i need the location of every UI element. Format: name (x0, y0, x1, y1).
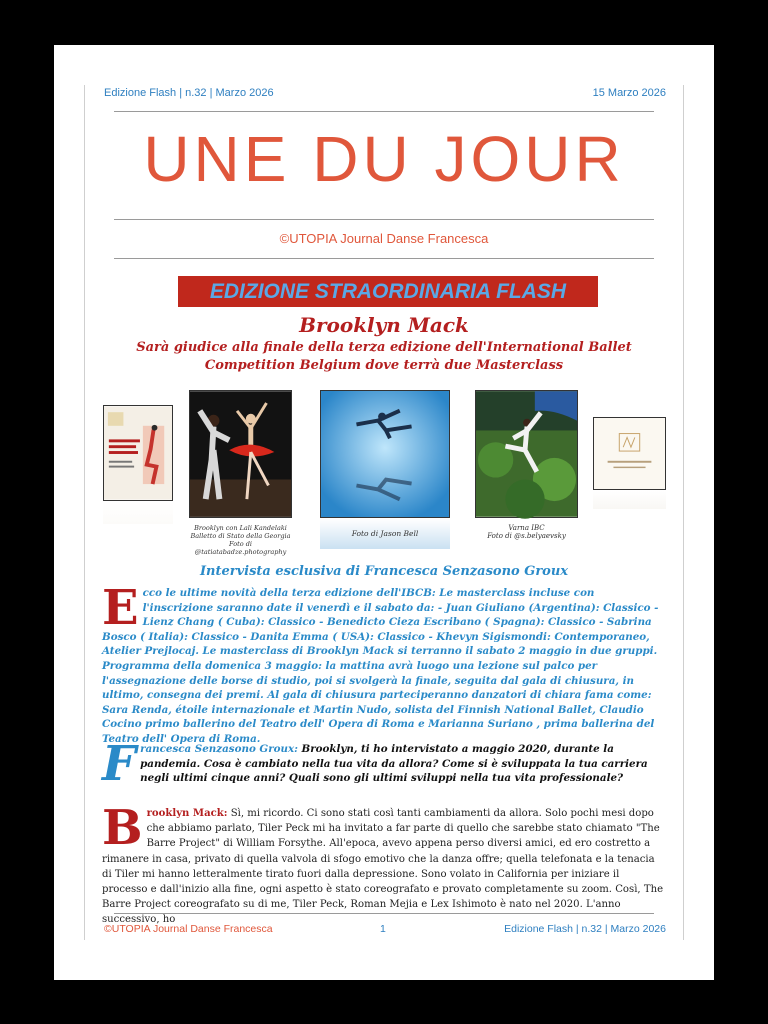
footer-issue-label: Edizione Flash | n.32 | Marzo 2026 (504, 923, 666, 935)
dancers-couple-photo (189, 390, 292, 518)
paragraph-text: Sì, mi ricordo. Ci sono stati così tanti cambiamenti da allora. Solo pochi mesi dopo che abbiamo parlato, Tiler Peck mi ha invitato a far parte di quello che sarebbe stato chiamato "The Barre Project" di William Forsythe. All'epoca, avevo appena perso diversi amici, ed ero costretto a rimanere in casa, privato di quella valvola di sfogo emotivo che la danza offre; quella telefonata e la tenacia di Tiler mi hanno letteralmente tirato fuori dalla depressione. Sono volato in California per iniziare il processo e dall'inizio alla fine, ogni aspetto è stato coreografato e provato completamente su zoom. Così, The Barre Project coreografato su di me, Tiler Peck, Roman Mejia e Lex Ishimoto è nato nel 2020. L'anno successivo, ho (102, 808, 664, 926)
newsletter-page (54, 45, 714, 980)
issue-date: 15 Marzo 2026 (592, 87, 666, 99)
copyright-line: ©UTOPIA Journal Danse Francesca (279, 231, 489, 246)
poster-reflection (103, 502, 173, 524)
answer-paragraph (102, 800, 666, 926)
dropcap: B (102, 800, 143, 856)
photo-caption-varna (475, 524, 578, 540)
masthead-divider (114, 219, 654, 220)
competition-poster-image (103, 405, 173, 501)
interview-title: Intervista esclusiva di Francesca Senzasono Groux (199, 564, 569, 579)
dropcap: F (102, 736, 137, 792)
footer-divider (114, 913, 654, 914)
speaker-name: rancesca Senzasono Groux: (140, 743, 298, 755)
edition-banner: EDIZIONE STRAORDINARIA FLASH (178, 276, 598, 307)
paragraph-text: cco le ultime novità della terza edizione dell'IBCB: Le masterclass incluse con l'inscrizione saranno date il venerdì e il sabato da: - Juan Giuliano (Argentina): Classico - Lienz Chang ( Cuba): Classico - Benedicto Cieza Escribano ( Spagna): Classico - Sabrina Bosco ( Italia): Classico - Danita Emma ( USA): Classico - Khevyn Sigismondi: Contemporaneo, Atelier Prejlocaj. Le masterclass di Brooklyn Mack si terranno il sabato 2 maggio in due gruppi. Programma della domenica 3 maggio: la mattina avrà luogo una lezione sul palco per l'assegnazione delle borse di studio, poi si svolgerà la finale, seguita dal gala di chiusura, in ultimo, consegna dei premi. Al gala di chiusura parteciperanno danzatori di chiara fama come: Sara Renda, étoile internazionale et Martin Nudo, solista del Finnish National Ballet, Claudio Cocino primo ballerino del Teatro dell' Opera di Roma e Marianna Suriano , prima ballerina del Teatro dell' Opera di Roma. (102, 587, 659, 745)
paragraph-text: Brooklyn, ti ho intervistato a maggio 2020, durante la pandemia. Cosa è cambiato nella tua vita da allora? Come si è sviluppata la tua carriera negli ultimi cinque anni? Quali sono gli ultimi sviluppi nella tua vita professionale? (140, 743, 648, 785)
footer-copyright: ©UTOPIA Journal Danse Francesca (104, 923, 273, 935)
caption-line: Brooklyn con Lali Kandelaki (194, 524, 287, 532)
leap-photo (320, 390, 450, 518)
caption-line: Balletto di Stato della Georgia (190, 532, 291, 540)
caption-line: Varna IBC (508, 524, 545, 532)
left-margin-rule (84, 85, 85, 940)
caption-line: Foto di @s.belyaevsky (487, 532, 566, 540)
headline: Brooklyn Mack (299, 313, 469, 337)
varna-leap-photo (475, 390, 578, 518)
speaker-name: rooklyn Mack: (146, 808, 228, 819)
logo-reflection (593, 491, 666, 509)
masthead-title: UNE DU JOUR (143, 123, 625, 195)
page-number: 1 (380, 923, 386, 935)
subheadline: Sarà giudice alla finale della terza edizione dell'International Ballet Competition Belgium dove terrà due Masterclass (136, 340, 632, 373)
photo-caption-leap: Foto di Jason Bell (351, 529, 419, 538)
copyright-divider (114, 258, 654, 259)
header-divider (114, 111, 654, 112)
dropcap: E (102, 580, 139, 636)
caption-line: Foto di @tatiatabadze.photography (194, 540, 287, 556)
question-paragraph (102, 736, 666, 792)
news-paragraph (102, 580, 666, 747)
issue-label: Edizione Flash | n.32 | Marzo 2026 (104, 87, 274, 99)
right-margin-rule (683, 85, 684, 940)
ibcb-logo-image (593, 417, 666, 490)
photo-caption-couple (184, 524, 297, 556)
